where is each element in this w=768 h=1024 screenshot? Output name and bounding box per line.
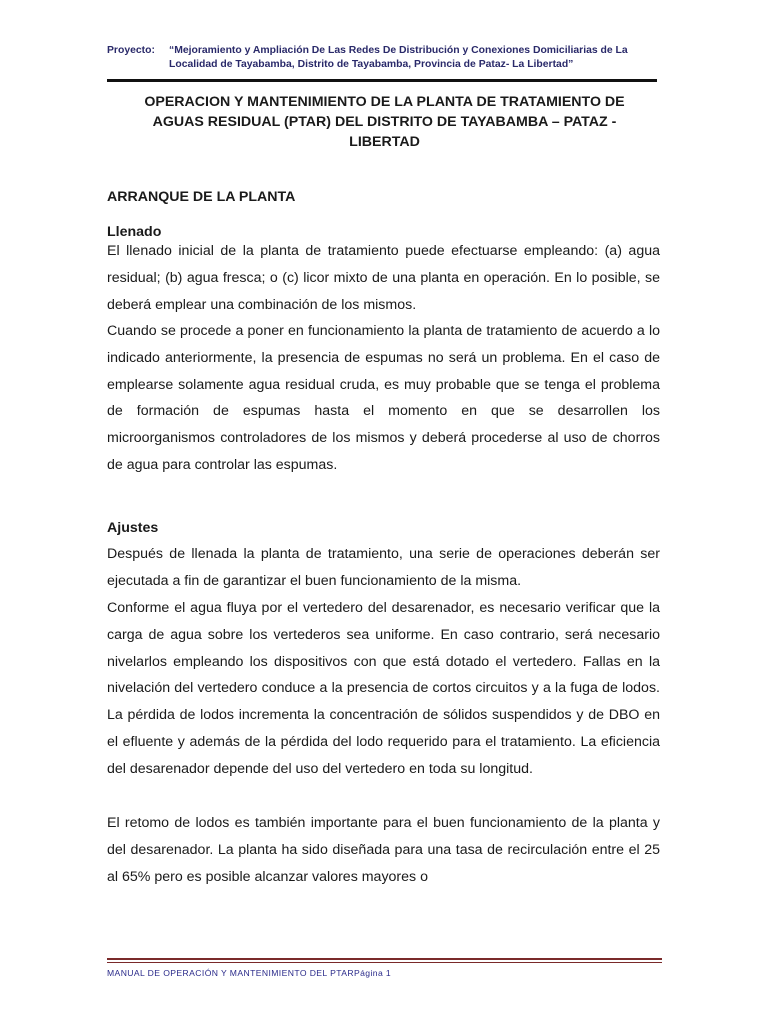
- ajustes-paragraph-2: Conforme el agua fluya por el vertedero del desarenador, es necesario verificar que la carga de agua sobre los vertederos sea uniforme. En caso contrario, será necesario nivelarlos empleando los dispositivos con que está dotado el vertedero. Fallas en la nivelación del vertedero conduce a la presencia de cortos circuitos y a la fuga de lodos. La pérdida de lodos incrementa la concentración de sólidos suspendidos y de DBO en el efluente y además de la pérdida del lodo requerido para el tratamiento. La eficiencia del desarenador depende del uso del vertedero en toda su longitud.: [107, 600, 660, 777]
- title-line-2: AGUAS RESIDUAL (PTAR) DEL DISTRITO DE TAYABAMBA – PATAZ -: [152, 114, 617, 130]
- header-project-label: Proyecto:: [107, 45, 155, 56]
- section-heading-arranque: ARRANQUE DE LA PLANTA: [107, 189, 296, 205]
- header-divider: [107, 79, 657, 82]
- footer-divider-thin: [107, 962, 662, 963]
- page-header: [107, 44, 667, 72]
- header-project-name-2: Localidad de Tayabamba, Distrito de Tayabamba, Provincia de Pataz- La Libertad”: [169, 59, 574, 70]
- title-line-1: OPERACION Y MANTENIMIENTO DE LA PLANTA DE TRATAMIENTO DE: [144, 94, 625, 110]
- llenado-paragraph-1: El llenado inicial de la planta de tratamiento puede efectuarse empleando: (a) agua residual; (b) agua fresca; o (c) licor mixto de una planta en operación. En lo posible, se deberá emplear una combinación de los mismos.: [107, 243, 660, 313]
- header-project-name-1: “Mejoramiento y Ampliación De Las Redes De Distribución y Conexiones Domiciliarias de La: [169, 45, 628, 56]
- subheading-ajustes: Ajustes: [107, 520, 159, 536]
- header-line-1: [107, 44, 667, 58]
- document-title: [107, 92, 662, 152]
- title-line-3: LIBERTAD: [349, 134, 420, 150]
- ajustes-paragraph-3: El retomo de lodos es también importante para el buen funcionamiento de la planta y del desarenador. La planta ha sido diseñada para una tasa de recirculación entre el 25 al 65% pero es posible alcanzar valores mayores o: [107, 815, 660, 885]
- page-footer: MANUAL DE OPERACIÓN Y MANTENIMIENTO DEL PTARPágina 1: [107, 968, 392, 978]
- llenado-paragraph-2: Cuando se procede a poner en funcionamiento la planta de tratamiento de acuerdo a lo indicado anteriormente, la presencia de espumas no será un problema. En el caso de emplearse solamente agua residual cruda, es muy probable que se tenga el problema de formación de espumas hasta el momento en que se desarrollen los microorganismos controladores de los mismos y deberá procederse al uso de chorros de agua para controlar las espumas.: [107, 323, 660, 473]
- subheading-llenado: Llenado: [107, 224, 162, 240]
- ajustes-paragraph-1: Después de llenada la planta de tratamiento, una serie de operaciones deberán ser ejecutada a fin de garantizar el buen funcionamiento de la misma.: [107, 546, 660, 589]
- footer-divider-thick: [107, 958, 662, 960]
